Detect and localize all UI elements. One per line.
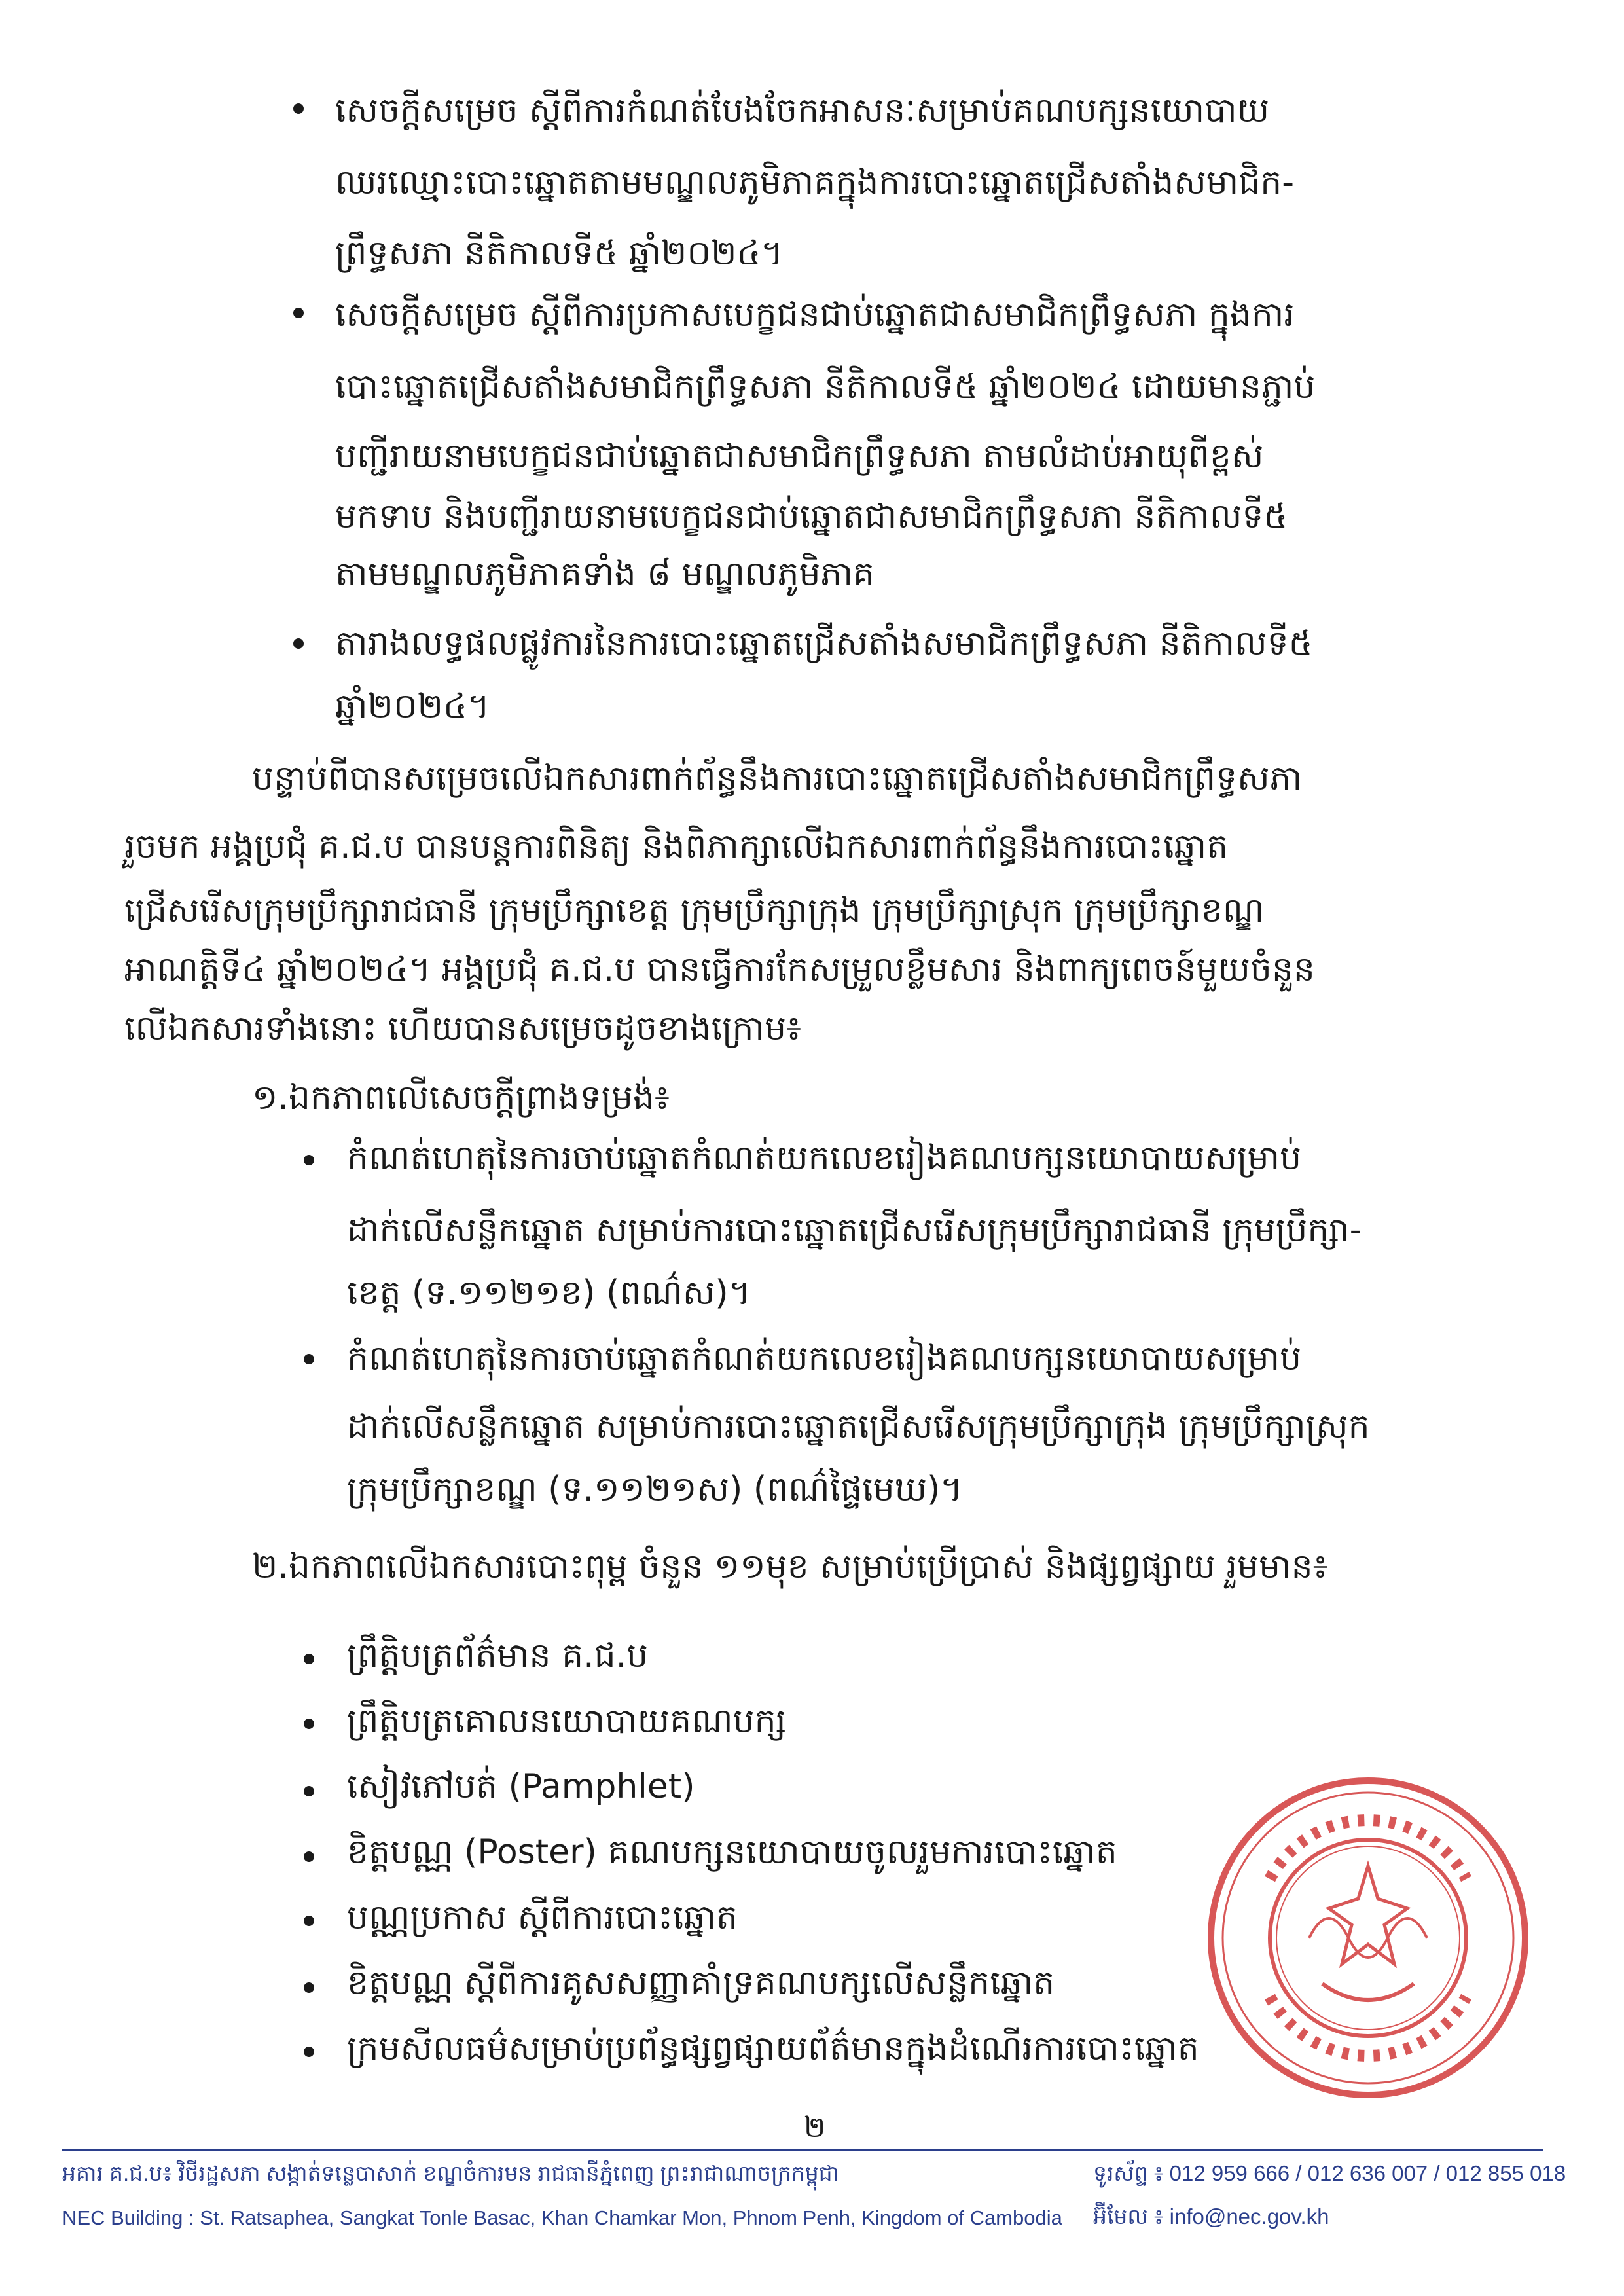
bullet bbox=[304, 1719, 314, 1729]
paragraph-line-5: លើឯកសារទាំងនោះ ហើយបានសម្រេចដូចខាងក្រោម៖ bbox=[124, 1009, 801, 1048]
paragraph-line-1: បន្ទាប់ពីបានសម្រេចលើឯកសារពាក់ព័ន្ធនឹងការបោះឆ្នោតជ្រើសតាំងសមាជិកព្រឹទ្ធសភា bbox=[252, 759, 1303, 798]
list-item-6: ខិត្តបណ្ណ ស្តីពីការគូសសញ្ញាគាំទ្រគណបក្សលើសន្លឹកឆ្នោត bbox=[347, 1963, 1055, 2003]
paragraph-line-2: រួចមក អង្គប្រជុំ គ.ជ.ប បានបន្តការពិនិត្យ និងពិភាក្សាលើឯកសារពាក់ព័ន្ធនឹងការបោះឆ្នោត bbox=[124, 827, 1229, 866]
bullet-1-line-2: ឈរឈ្មោះបោះឆ្នោតតាមមណ្ឌលភូមិភាគក្នុងការបោះឆ្នោតជ្រើសតាំងសមាជិក- bbox=[335, 163, 1295, 202]
sub-bullet-1-line-3: ខេត្ត (ទ.១១២១ខ) (ពណ៌ស)។ bbox=[347, 1273, 751, 1313]
bullet-3-line-1: តារាងលទ្ធផលផ្លូវការនៃការបោះឆ្នោតជ្រើសតាំងសមាជិកព្រឹទ្ធសភា នីតិកាលទី៥ bbox=[335, 624, 1313, 663]
list-item-7: ក្រមសីលធម៌សម្រាប់ប្រព័ន្ធផ្សព្វផ្សាយព័ត៌មានក្នុងដំណើរការបោះឆ្នោត bbox=[347, 2029, 1199, 2068]
bullet-2-line-4: មកទាប និងបញ្ជីរាយនាមបេក្ខជនជាប់ឆ្នោតជាសមាជិកព្រឹទ្ធសភា នីតិកាលទី៥ bbox=[335, 497, 1288, 536]
bullet-1-line-3: ព្រឹទ្ធសភា នីតិកាលទី៥ ឆ្នាំ២០២៤។ bbox=[335, 234, 784, 273]
bullet-2-line-1: សេចក្តីសម្រេច ស្តីពីការប្រកាសបេក្ខជនជាប់ឆ្នោតជាសមាជិកព្រឹទ្ធសភា ក្នុងការ bbox=[335, 295, 1295, 335]
list-item-1: ព្រឹត្តិបត្រព័ត៌មាន គ.ជ.ប bbox=[347, 1636, 649, 1675]
heading-2: ២.ឯកភាពលើឯកសារបោះពុម្ព ចំនួន ១១មុខ សម្រាប់ប្រើប្រាស់ និងផ្សព្វផ្សាយ រួមមាន៖ bbox=[252, 1547, 1328, 1586]
bullet-1-line-1: សេចក្តីសម្រេច ស្តីពីការកំណត់បែងចែកអាសនៈសម្រាប់គណបក្សនយោបាយ bbox=[335, 91, 1270, 130]
bullet bbox=[293, 638, 304, 649]
paragraph-line-4: អាណត្តិទី៤ ឆ្នាំ២០២៤។ អង្គប្រជុំ គ.ជ.ប បានធ្វើការកែសម្រួលខ្លឹមសារ និងពាក្យពេចន៍មួយចំនួន bbox=[124, 950, 1315, 989]
page-number: ២ bbox=[804, 2111, 826, 2144]
bullet bbox=[293, 308, 304, 318]
bullet bbox=[293, 103, 304, 114]
sub-bullet-1-line-2: ដាក់លើសន្លឹកឆ្នោត សម្រាប់ការបោះឆ្នោតជ្រើសរើសក្រុមប្រឹក្សារាជធានី ក្រុមប្រឹក្សា- bbox=[347, 1211, 1362, 1250]
bullet-2-line-2: បោះឆ្នោតជ្រើសតាំងសមាជិកព្រឹទ្ធសភា នីតិកាលទី៥ ឆ្នាំ២០២៤ ដោយមានភ្ជាប់ bbox=[335, 367, 1316, 407]
official-seal-stamp bbox=[1198, 1768, 1538, 2108]
footer-address-km: អគារ គ.ជ.ប៖ វិថីរដ្ឋសភា សង្កាត់ទន្លេបាសាក់ ខណ្ឌចំការមន រាជធានីភ្នំពេញ ព្រះរាជាណាចក្រកម្ពុជា bbox=[62, 2161, 840, 2185]
sub-bullet-2-line-1: កំណត់ហេតុនៃការចាប់ឆ្នោតកំណត់យកលេខរៀងគណបក្សនយោបាយសម្រាប់ bbox=[347, 1339, 1302, 1378]
sub-bullet-2-line-3: ក្រុមប្រឹក្សាខណ្ឌ (ទ.១១២១ស) (ពណ៌ផ្ទៃមេឃ)។ bbox=[347, 1470, 963, 1509]
bullet-2-line-3: បញ្ជីរាយនាមបេក្ខជនជាប់ឆ្នោតជាសមាជិកព្រឹទ្ធសភា តាមលំដាប់អាយុពីខ្ពស់ bbox=[335, 437, 1264, 476]
sub-bullet-2-line-2: ដាក់លើសន្លឹកឆ្នោត សម្រាប់ការបោះឆ្នោតជ្រើសរើសក្រុមប្រឹក្សាក្រុង ក្រុមប្រឹក្សាស្រុក bbox=[347, 1407, 1370, 1446]
bullet bbox=[304, 1155, 314, 1165]
bullet-3-line-2: ឆ្នាំ២០២៤។ bbox=[335, 687, 490, 726]
footer-phone: ទូរស័ព្ទ ៖ 012 959 666 / 012 636 007 / 012 855 018 bbox=[1093, 2161, 1566, 2185]
bullet bbox=[304, 1786, 314, 1796]
heading-1: ១.ឯកភាពលើសេចក្តីព្រាងទម្រង់៖ bbox=[252, 1078, 670, 1118]
list-item-3: សៀវភៅបត់ (Pamphlet) bbox=[347, 1767, 695, 1806]
list-item-2: ព្រឹត្តិបត្រគោលនយោបាយគណបក្ស bbox=[347, 1702, 787, 1741]
list-item-5: បណ្ណប្រកាស ស្តីពីការបោះឆ្នោត bbox=[347, 1898, 738, 1937]
bullet bbox=[304, 1654, 314, 1664]
bullet bbox=[304, 1851, 314, 1862]
bullet bbox=[304, 2047, 314, 2057]
bullet bbox=[304, 1354, 314, 1364]
footer-address-en: NEC Building : St. Ratsaphea, Sangkat Tonle Basac, Khan Chamkar Mon, Phnom Penh, Kingdom of Cambodia bbox=[62, 2206, 1062, 2229]
bullet bbox=[304, 1982, 314, 1993]
list-item-4: ខិត្តបណ្ណ (Poster) គណបក្សនយោបាយចូលរួមការបោះឆ្នោត bbox=[347, 1832, 1117, 1872]
sub-bullet-1-line-1: កំណត់ហេតុនៃការចាប់ឆ្នោតកំណត់យកលេខរៀងគណបក្សនយោបាយសម្រាប់ bbox=[347, 1139, 1302, 1178]
footer-email: អ៊ីមែល ៖ info@nec.gov.kh bbox=[1093, 2204, 1329, 2229]
bullet bbox=[304, 1916, 314, 1926]
footer-divider bbox=[62, 2149, 1543, 2151]
bullet-2-line-5: តាមមណ្ឌលភូមិភាគទាំង ៨ មណ្ឌលភូមិភាគ bbox=[335, 555, 875, 594]
paragraph-line-3: ជ្រើសរើសក្រុមប្រឹក្សារាជធានី ក្រុមប្រឹក្សាខេត្ត ក្រុមប្រឹក្សាក្រុង ក្រុមប្រឹក្សាស្រុក ក្រុមប្រឹក្សាខណ្ឌ bbox=[124, 891, 1265, 930]
